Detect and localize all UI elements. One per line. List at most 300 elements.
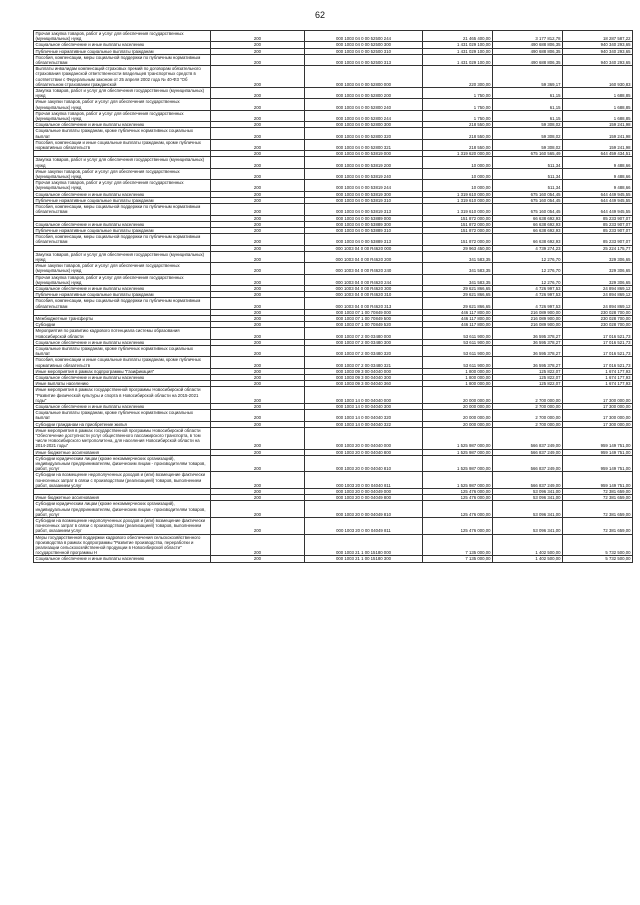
- cell-code: 000 1003 04 0 00 53819 313: [305, 204, 423, 215]
- cell-plan: 29 621 866,65: [423, 285, 493, 291]
- cell-plan: 1 431 029 100,00: [423, 54, 493, 65]
- cell-name: Социальное обеспечение и иные выплаты населению: [34, 404, 211, 410]
- cell-admin: 200: [211, 66, 305, 88]
- cell-plan: 341 583,35: [423, 251, 493, 262]
- cell-name: Прочая закупка товаров, работ и услуг для обеспечения государственных (муниципальных) нужд: [34, 180, 211, 191]
- cell-exec: 12 276,70: [493, 263, 563, 274]
- cell-code: 000 1003 04 0 00 53889 313: [305, 234, 423, 245]
- cell-rest: 959 149 751,00: [563, 449, 633, 455]
- table-row: [34, 251, 633, 262]
- cell-rest: 17 016 521,73: [563, 345, 633, 356]
- cell-rest: 329 306,65: [563, 274, 633, 285]
- cell-name: Закупка товаров, работ и услуг для обеспечения государственных (муниципальных) нужд: [34, 157, 211, 168]
- cell-exec: 1 402 500,00: [493, 556, 563, 562]
- cell-rest: 1 688,85: [563, 110, 633, 121]
- cell-name: Прочая закупка товаров, работ и услуг для обеспечения государственных (муниципальных) нужд: [34, 274, 211, 285]
- cell-name: Иные закупки товаров, работ и услуг для обеспечения государственных (муниципальных) нужд: [34, 263, 211, 274]
- cell-name: Выплаты инвалидам компенсаций страховых премий по договорам обязательного страхования гражданской ответственности владельцев транспортных средств в соответствии с Федеральным законом от 25 апреля 2002 года № 40-ФЗ "Об обязательном страховании гражданской: [34, 66, 211, 88]
- cell-admin: 200: [211, 99, 305, 110]
- cell-rest: 940 340 293,65: [563, 54, 633, 65]
- cell-plan: 7 135 000,00: [423, 556, 493, 562]
- cell-exec: 4 739 274,23: [493, 245, 563, 251]
- cell-plan: 151 872 000,00: [423, 221, 493, 227]
- cell-exec: 490 688 806,35: [493, 54, 563, 65]
- cell-exec: 490 688 806,35: [493, 42, 563, 48]
- cell-name: Социальное обеспечение и иные выплаты населению: [34, 339, 211, 345]
- cell-code: 000 1003 04 0 00 53819 200: [305, 157, 423, 168]
- cell-plan: 53 611 900,00: [423, 357, 493, 368]
- cell-name: Субсидии юридическим лицам (кроме некоммерческих организаций), индивидуальным предпринимателям, физическим лицам - производителям товаров, работ, услуг: [34, 501, 211, 518]
- cell-rest: 959 149 751,00: [563, 455, 633, 472]
- cell-code: 000 1003 04 0 00 R4620 200: [305, 251, 423, 262]
- cell-name: Социальное обеспечение и иные выплаты населению: [34, 556, 211, 562]
- cell-admin: 200: [211, 298, 305, 309]
- cell-rest: 1 674 177,93: [563, 374, 633, 380]
- cell-name: Социальные выплаты гражданам, кроме публичных нормативных социальных выплат: [34, 410, 211, 421]
- cell-admin: 200: [211, 518, 305, 535]
- cell-name: Иные мероприятия в рамках государственной программы Новосибирской области "Развитие физической культуры и спорта в Новосибирской области на 2015-2021 годы": [34, 387, 211, 404]
- cell-rest: 85 233 907,07: [563, 221, 633, 227]
- cell-exec: 566 837 249,00: [493, 455, 563, 472]
- cell-admin: 200: [211, 42, 305, 48]
- cell-plan: 151 872 000,00: [423, 227, 493, 233]
- table-row: [34, 472, 633, 489]
- cell-exec: 61,15: [493, 110, 563, 121]
- cell-exec: 53 096 341,00: [493, 518, 563, 535]
- cell-exec: 125 822,07: [493, 374, 563, 380]
- cell-name: Субсидии на возмещение недополученных доходов и (или) возмещение фактически понесенных затрат в связи с производством (реализацией) товаров, выполнением работ, оказанием услуг: [34, 518, 211, 535]
- cell-code: 000 1003 14 0 00 04040 000: [305, 387, 423, 404]
- cell-code: 000 1003 20 0 00 04040 811: [305, 472, 423, 489]
- cell-code: 000 1003 04 0 00 R4620 000: [305, 245, 423, 251]
- cell-code: 000 1003 04 0 00 53889 310: [305, 227, 423, 233]
- cell-rest: 230 028 700,00: [563, 309, 633, 315]
- cell-admin: 200: [211, 556, 305, 562]
- cell-name: Социальное обеспечение и иные выплаты населению: [34, 42, 211, 48]
- cell-admin: 200: [211, 339, 305, 345]
- cell-admin: 200: [211, 245, 305, 251]
- cell-admin: 200: [211, 421, 305, 427]
- cell-code: 000 1003 04 0 00 52800 244: [305, 110, 423, 121]
- cell-exec: 59 308,02: [493, 122, 563, 128]
- cell-admin: 200: [211, 157, 305, 168]
- cell-name: Публичные нормативные социальные выплаты гражданам: [34, 292, 211, 298]
- cell-code: 000 1003 07 1 00 70849 500: [305, 315, 423, 321]
- cell-admin: 200: [211, 227, 305, 233]
- cell-rest: 5 732 500,00: [563, 556, 633, 562]
- cell-rest: 85 233 907,07: [563, 227, 633, 233]
- cell-code: 000 1003 04 0 00 52500 313: [305, 54, 423, 65]
- cell-code: 000 1003 04 0 00 53819 300: [305, 191, 423, 197]
- cell-rest: 159 241,98: [563, 122, 633, 128]
- cell-exec: 12 276,70: [493, 274, 563, 285]
- cell-name: Субсидии на возмещение недополученных доходов и (или) возмещение фактически понесенных затрат в связи с производством (реализацией) товаров, выполнением работ, оказанием услуг: [34, 472, 211, 489]
- cell-admin: 200: [211, 374, 305, 380]
- cell-name: Иные бюджетные ассигнования: [34, 449, 211, 455]
- cell-rest: 1 688,85: [563, 99, 633, 110]
- cell-name: Иные мероприятия в рамках государственной программы Новосибирской области "Обеспечение доступности услуг общественного пассажирского транспорта, в том числе Новосибирского метрополитена, для населения Новосибирской области на 2014-2021 годы": [34, 427, 211, 449]
- cell-name: Иные бюджетные ассигнования: [34, 495, 211, 501]
- cell-plan: 125 476 000,00: [423, 518, 493, 535]
- cell-name: Пособия, компенсации и иные социальные выплаты гражданам, кроме публичных нормативных обязательств: [34, 139, 211, 150]
- cell-exec: 4 726 997,53: [493, 292, 563, 298]
- cell-admin: 200: [211, 328, 305, 339]
- table-row: [34, 31, 633, 42]
- cell-exec: 36 595 378,27: [493, 345, 563, 356]
- cell-name: Межбюджетные трансферты: [34, 315, 211, 321]
- cell-admin: 200: [211, 315, 305, 321]
- cell-plan: 341 583,35: [423, 263, 493, 274]
- cell-code: 000 1003 07 2 00 03480 000: [305, 328, 423, 339]
- cell-code: 000 1003 20 0 00 04049 811: [305, 518, 423, 535]
- cell-exec: 125 822,07: [493, 381, 563, 387]
- cell-code: 000 1003 04 0 00 52800 240: [305, 99, 423, 110]
- cell-plan: 220 300,00: [423, 66, 493, 88]
- cell-rest: 24 894 869,12: [563, 298, 633, 309]
- cell-exec: 59 369,17: [493, 66, 563, 88]
- cell-exec: 490 688 806,35: [493, 48, 563, 54]
- cell-admin: 200: [211, 449, 305, 455]
- table-row: [34, 455, 633, 472]
- cell-plan: 151 872 000,00: [423, 215, 493, 221]
- cell-rest: 17 016 521,73: [563, 339, 633, 345]
- cell-exec: 1 402 500,00: [493, 534, 563, 556]
- cell-admin: 200: [211, 139, 305, 150]
- cell-exec: 511,34: [493, 168, 563, 179]
- cell-code: 000 1003 04 0 00 53819 244: [305, 180, 423, 191]
- cell-exec: 216 089 900,00: [493, 322, 563, 328]
- cell-name: Прочая закупка товаров, работ и услуг для обеспечения государственных (муниципальных) нужд: [34, 110, 211, 121]
- cell-name: Социальные выплаты гражданам, кроме публичных нормативных социальных выплат: [34, 128, 211, 139]
- cell-rest: 9 488,66: [563, 168, 633, 179]
- cell-plan: 1 525 987 000,00: [423, 449, 493, 455]
- cell-plan: 10 000,00: [423, 168, 493, 179]
- cell-name: Социальное обеспечение и иные выплаты населению: [34, 221, 211, 227]
- cell-plan: 1 800 000,00: [423, 374, 493, 380]
- cell-code: 000 1003 20 0 00 04040 000: [305, 427, 423, 449]
- cell-name: Меры государственной поддержки кадрового обеспечения сельскохозяйственного производства в рамках подпрограммы "Развитие производства, переработки и реализации сельскохозяйственной продукции в Новосибирской области" государственной программы Н: [34, 534, 211, 556]
- table-row: [34, 501, 633, 518]
- cell-code: 000 1003 04 0 00 R4620 310: [305, 292, 423, 298]
- cell-exec: 511,34: [493, 180, 563, 191]
- cell-name: Иные закупки товаров, работ и услуг для обеспечения государственных (муниципальных) нужд: [34, 99, 211, 110]
- cell-rest: 17 016 521,73: [563, 357, 633, 368]
- cell-exec: 4 726 997,53: [493, 298, 563, 309]
- cell-plan: 29 621 866,65: [423, 292, 493, 298]
- cell-admin: 200: [211, 410, 305, 421]
- cell-rest: 644 449 945,55: [563, 191, 633, 197]
- cell-rest: 72 381 659,00: [563, 489, 633, 495]
- cell-admin: 200: [211, 427, 305, 449]
- cell-code: 000 1003 04 0 00 52800 200: [305, 88, 423, 99]
- cell-admin: 200: [211, 309, 305, 315]
- cell-code: 000 1003 04 0 00 53889 000: [305, 215, 423, 221]
- cell-exec: 12 276,70: [493, 251, 563, 262]
- cell-rest: 230 028 700,00: [563, 322, 633, 328]
- cell-plan: 218 550,00: [423, 122, 493, 128]
- cell-code: 000 1003 20 0 00 04049 000: [305, 489, 423, 495]
- cell-admin: 200: [211, 345, 305, 356]
- cell-code: 000 1003 09 3 00 04040 360: [305, 381, 423, 387]
- table-row: [34, 427, 633, 449]
- cell-exec: 3 177 812,78: [493, 31, 563, 42]
- cell-code: 000 1003 07 2 00 03480 320: [305, 345, 423, 356]
- cell-plan: 1 525 987 000,00: [423, 427, 493, 449]
- cell-code: 000 1003 20 0 00 04049 800: [305, 495, 423, 501]
- cell-admin: 200: [211, 221, 305, 227]
- cell-name: Пособия, компенсации, меры социальной поддержки по публичным нормативным обязательствам: [34, 298, 211, 309]
- cell-plan: 1 319 610 000,00: [423, 191, 493, 197]
- table-row: [34, 518, 633, 535]
- cell-admin: 200: [211, 251, 305, 262]
- cell-name: Социальное обеспечение и иные выплаты населению: [34, 191, 211, 197]
- cell-plan: 1 319 610 000,00: [423, 204, 493, 215]
- cell-code: 000 1003 04 0 00 R4620 313: [305, 298, 423, 309]
- cell-code: 000 1003 04 0 00 52800 320: [305, 128, 423, 139]
- cell-code: 000 1003 04 0 00 R4620 244: [305, 274, 423, 285]
- cell-name: Социальное обеспечение и иные выплаты населению: [34, 374, 211, 380]
- cell-admin: 200: [211, 122, 305, 128]
- cell-name: Социальные выплаты гражданам, кроме публичных нормативных социальных выплат: [34, 345, 211, 356]
- cell-exec: 4 726 997,53: [493, 285, 563, 291]
- cell-admin: 200: [211, 204, 305, 215]
- table-row: [34, 263, 633, 274]
- cell-plan: 10 000,00: [423, 157, 493, 168]
- cell-name: Иные мероприятия в рамках подпрограммы "Газификация": [34, 368, 211, 374]
- cell-exec: 59 308,02: [493, 128, 563, 139]
- cell-code: 000 1003 04 0 00 52800 000: [305, 66, 423, 88]
- cell-plan: 29 621 866,65: [423, 298, 493, 309]
- cell-exec: 216 089 900,00: [493, 309, 563, 315]
- table-row: [34, 556, 633, 562]
- cell-plan: 20 000 000,00: [423, 410, 493, 421]
- cell-admin: 200: [211, 31, 305, 42]
- cell-admin: 200: [211, 151, 305, 157]
- table-row: [34, 357, 633, 368]
- cell-plan: 1 431 029 100,00: [423, 42, 493, 48]
- cell-rest: 25 224 175,77: [563, 245, 633, 251]
- cell-rest: 5 732 500,00: [563, 534, 633, 556]
- cell-admin: 200: [211, 357, 305, 368]
- cell-code: 000 1003 04 0 00 R4620 240: [305, 263, 423, 274]
- cell-rest: 329 306,65: [563, 251, 633, 262]
- cell-rest: 959 149 751,00: [563, 427, 633, 449]
- cell-name: Пособия, компенсации, меры социальной поддержки по публичным нормативным обязательствам: [34, 204, 211, 215]
- cell-exec: 566 837 249,00: [493, 427, 563, 449]
- cell-rest: 160 930,83: [563, 66, 633, 88]
- cell-plan: 446 117 800,00: [423, 315, 493, 321]
- cell-exec: 66 638 692,93: [493, 215, 563, 221]
- cell-name: Закупка товаров, работ и услуг для обеспечения государственных (муниципальных) нужд: [34, 88, 211, 99]
- cell-admin: 200: [211, 292, 305, 298]
- cell-code: 000 1003 09 3 00 04040 300: [305, 374, 423, 380]
- cell-exec: 2 700 000,00: [493, 387, 563, 404]
- cell-rest: 644 449 945,55: [563, 204, 633, 215]
- cell-admin: 200: [211, 88, 305, 99]
- budget-execution-table: [33, 30, 633, 563]
- cell-name: Пособия, компенсации и иные социальные выплаты гражданам, кроме публичных нормативных обязательств: [34, 357, 211, 368]
- cell-rest: 24 894 869,12: [563, 285, 633, 291]
- cell-rest: 644 449 945,55: [563, 197, 633, 203]
- cell-plan: 53 611 900,00: [423, 339, 493, 345]
- cell-exec: 59 308,02: [493, 139, 563, 150]
- table-row: [34, 387, 633, 404]
- cell-code: 000 1003 04 0 00 53819 310: [305, 197, 423, 203]
- cell-admin: 200: [211, 197, 305, 203]
- cell-admin: 200: [211, 489, 305, 495]
- cell-name: Субсидии гражданам на приобретение жилья: [34, 421, 211, 427]
- cell-exec: 36 595 378,27: [493, 328, 563, 339]
- cell-rest: 329 306,65: [563, 263, 633, 274]
- cell-exec: 566 837 249,00: [493, 449, 563, 455]
- cell-plan: 1 319 620 000,00: [423, 151, 493, 157]
- cell-plan: 446 117 800,00: [423, 322, 493, 328]
- cell-rest: 17 016 521,73: [563, 328, 633, 339]
- cell-rest: 1 674 177,93: [563, 381, 633, 387]
- cell-plan: 1 800 000,00: [423, 368, 493, 374]
- cell-code: 000 1003 14 0 00 04040 300: [305, 404, 423, 410]
- cell-code: 000 1003 20 0 00 04040 800: [305, 449, 423, 455]
- cell-plan: 7 135 000,00: [423, 534, 493, 556]
- cell-rest: 17 300 000,00: [563, 421, 633, 427]
- cell-admin: 200: [211, 285, 305, 291]
- cell-rest: 159 241,98: [563, 139, 633, 150]
- cell-name: Публичные нормативные социальные выплаты гражданам: [34, 48, 211, 54]
- table-body: [34, 31, 633, 563]
- cell-admin: 200: [211, 404, 305, 410]
- cell-plan: 20 000 000,00: [423, 387, 493, 404]
- cell-name: Пособия, компенсации, меры социальной поддержки по публичным нормативным обязательствам: [34, 54, 211, 65]
- cell-admin: 200: [211, 381, 305, 387]
- cell-code: 000 1003 20 0 00 04049 810: [305, 501, 423, 518]
- table-row: [34, 168, 633, 179]
- cell-code: 000 1003 07 1 00 70849 520: [305, 322, 423, 328]
- cell-admin: 200: [211, 501, 305, 518]
- table-row: [34, 410, 633, 421]
- cell-exec: 66 638 692,93: [493, 221, 563, 227]
- cell-exec: 61,15: [493, 88, 563, 99]
- cell-code: 000 1003 04 0 00 53819 000: [305, 151, 423, 157]
- table-row: [34, 88, 633, 99]
- table-row: [34, 204, 633, 215]
- cell-exec: 61,15: [493, 99, 563, 110]
- cell-plan: 53 611 900,00: [423, 345, 493, 356]
- cell-rest: 1 674 177,93: [563, 368, 633, 374]
- cell-code: 000 1003 14 0 00 04040 320: [305, 410, 423, 421]
- cell-exec: 2 700 000,00: [493, 421, 563, 427]
- table-row: [34, 128, 633, 139]
- cell-plan: 341 583,35: [423, 274, 493, 285]
- cell-code: 000 1003 04 0 00 52800 321: [305, 139, 423, 150]
- cell-rest: 85 233 907,07: [563, 215, 633, 221]
- cell-rest: 940 340 293,65: [563, 48, 633, 54]
- table-row: [34, 157, 633, 168]
- cell-exec: 66 638 692,93: [493, 227, 563, 233]
- cell-admin: 200: [211, 274, 305, 285]
- cell-code: 000 1003 04 0 00 R4620 300: [305, 285, 423, 291]
- cell-rest: 72 381 659,00: [563, 495, 633, 501]
- cell-name: Субсидии юридическим лицам (кроме некоммерческих организаций), индивидуальным предпринимателям, физическим лицам - производителям товаров, работ, услуг: [34, 455, 211, 472]
- cell-plan: 125 476 000,00: [423, 501, 493, 518]
- cell-code: 000 1003 21 1 00 15180 000: [305, 534, 423, 556]
- cell-admin: 200: [211, 387, 305, 404]
- cell-name: Социальное обеспечение и иные выплаты населению: [34, 122, 211, 128]
- cell-name: Закупка товаров, работ и услуг для обеспечения государственных (муниципальных) нужд: [34, 251, 211, 262]
- cell-exec: 511,34: [493, 157, 563, 168]
- cell-exec: 66 638 692,93: [493, 234, 563, 245]
- cell-admin: 200: [211, 54, 305, 65]
- table-row: [34, 298, 633, 309]
- cell-plan: 20 000 000,00: [423, 421, 493, 427]
- table-row: [34, 54, 633, 65]
- cell-code: 000 1003 21 1 00 15180 300: [305, 556, 423, 562]
- table-row: [34, 139, 633, 150]
- cell-plan: 1 319 610 000,00: [423, 197, 493, 203]
- cell-admin: 200: [211, 128, 305, 139]
- cell-rest: 644 459 434,51: [563, 151, 633, 157]
- cell-admin: 200: [211, 455, 305, 472]
- cell-plan: 10 000,00: [423, 180, 493, 191]
- cell-exec: 675 160 054,45: [493, 197, 563, 203]
- cell-rest: 72 381 659,00: [563, 501, 633, 518]
- cell-exec: 53 096 341,00: [493, 495, 563, 501]
- cell-plan: 20 000 000,00: [423, 404, 493, 410]
- cell-plan: 29 963 450,00: [423, 245, 493, 251]
- table-row: [34, 345, 633, 356]
- cell-rest: 17 300 000,00: [563, 387, 633, 404]
- cell-admin: 200: [211, 110, 305, 121]
- cell-admin: 200: [211, 368, 305, 374]
- cell-rest: 85 233 907,07: [563, 234, 633, 245]
- cell-plan: 1 431 029 100,00: [423, 48, 493, 54]
- cell-name: Пособия, компенсации, меры социальной поддержки по публичным нормативным обязательствам: [34, 234, 211, 245]
- cell-code: 000 1003 09 3 00 04040 000: [305, 368, 423, 374]
- cell-exec: 675 160 565,49: [493, 151, 563, 157]
- cell-admin: 200: [211, 191, 305, 197]
- cell-plan: 125 476 000,00: [423, 489, 493, 495]
- cell-rest: 159 241,98: [563, 128, 633, 139]
- cell-code: 000 1003 04 0 00 53819 240: [305, 168, 423, 179]
- cell-code: 000 1003 04 0 00 52500 310: [305, 48, 423, 54]
- cell-plan: 446 117 800,00: [423, 309, 493, 315]
- cell-admin: 200: [211, 168, 305, 179]
- cell-admin: 200: [211, 48, 305, 54]
- cell-rest: 9 488,66: [563, 180, 633, 191]
- cell-exec: 53 096 341,00: [493, 501, 563, 518]
- cell-rest: 9 488,66: [563, 157, 633, 168]
- cell-plan: 1 750,00: [423, 110, 493, 121]
- cell-plan: 151 872 000,00: [423, 234, 493, 245]
- cell-plan: 1 750,00: [423, 99, 493, 110]
- table-row: [34, 234, 633, 245]
- table-row: [34, 66, 633, 88]
- cell-exec: 36 595 378,27: [493, 357, 563, 368]
- cell-rest: 1 688,85: [563, 88, 633, 99]
- cell-exec: 216 089 900,00: [493, 315, 563, 321]
- cell-rest: 72 381 659,00: [563, 518, 633, 535]
- table-row: [34, 180, 633, 191]
- cell-exec: 53 096 341,00: [493, 489, 563, 495]
- cell-code: 000 1003 20 0 00 04040 810: [305, 455, 423, 472]
- cell-rest: 940 340 293,65: [563, 42, 633, 48]
- cell-admin: 200: [211, 495, 305, 501]
- cell-code: 000 1003 07 2 00 03480 300: [305, 339, 423, 345]
- cell-code: 000 1003 07 1 00 70849 000: [305, 309, 423, 315]
- table-row: [34, 328, 633, 339]
- cell-admin: 200: [211, 215, 305, 221]
- cell-code: 000 1003 04 0 00 52500 300: [305, 42, 423, 48]
- cell-admin: 200: [211, 472, 305, 489]
